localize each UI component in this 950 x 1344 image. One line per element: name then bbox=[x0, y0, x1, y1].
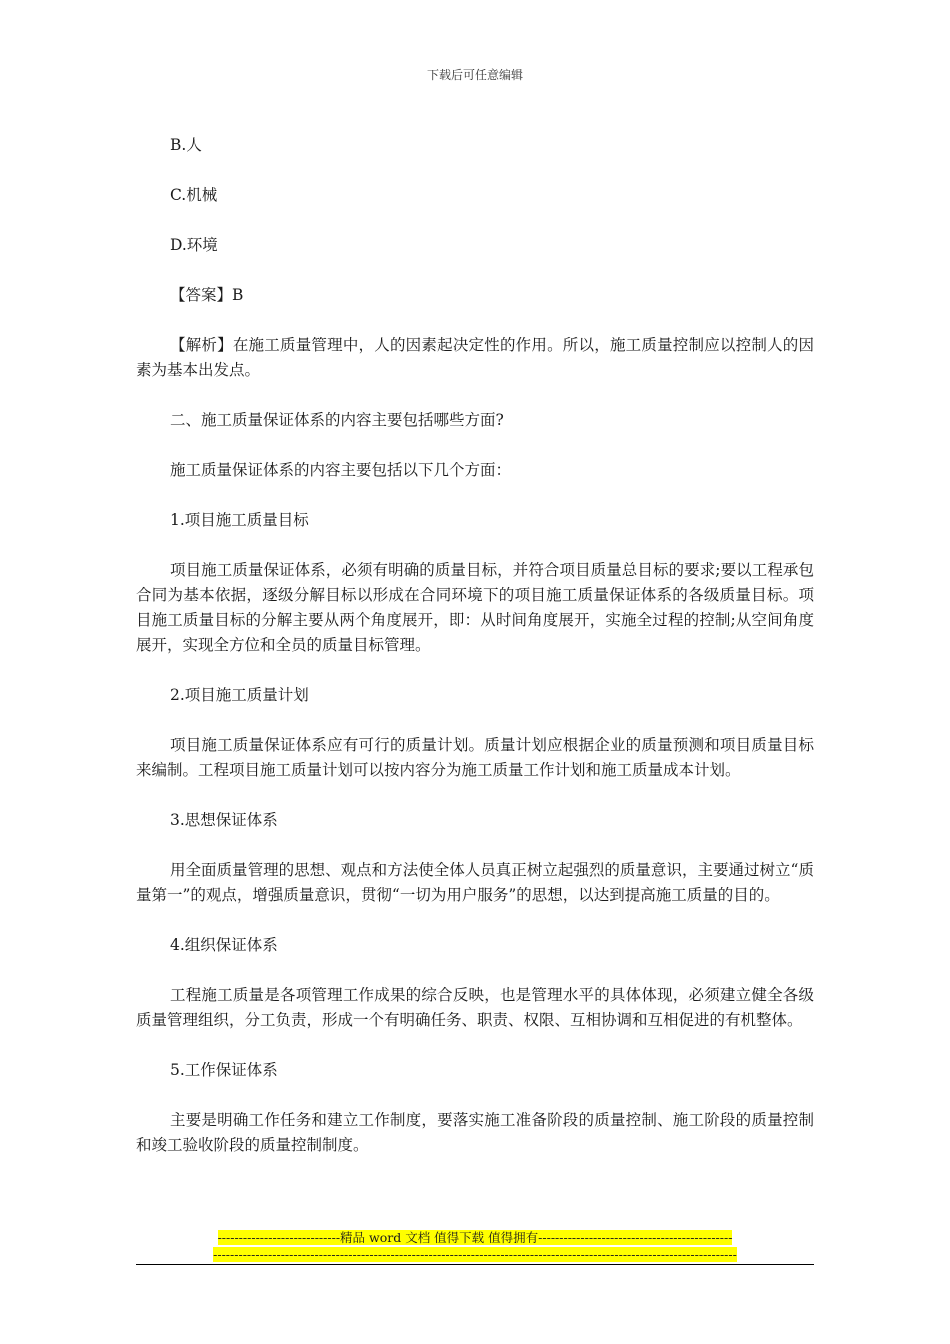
answer: 【答案】B bbox=[170, 286, 244, 304]
item-body-5: 主要是明确工作任务和建立工作制度，要落实施工准备阶段的质量控制、施工阶段的质量控制和竣工验收阶段的质量控制制度。 bbox=[136, 1111, 814, 1154]
item-heading-3: 3.思想保证体系 bbox=[170, 811, 278, 829]
item-heading-2: 2.项目施工质量计划 bbox=[170, 686, 309, 704]
item-body-3: 用全面质量管理的思想、观点和方法使全体人员真正树立起强烈的质量意识，主要通过树立“质量第一”的观点，增强质量意识，贯彻“一切为用户服务”的思想，以达到提高施工质量的目的。 bbox=[136, 861, 814, 904]
footer-banner-text-1: -----------------------------精品 word 文档 值得下载 值得拥有---------------------------------------------- bbox=[217, 1230, 733, 1245]
item-body-2: 项目施工质量保证体系应有可行的质量计划。质量计划应根据企业的质量预测和项目质量目标来编制。工程项目施工质量计划可以按内容分为施工质量工作计划和施工质量成本计划。 bbox=[136, 736, 814, 779]
item-body-1: 项目施工质量保证体系，必须有明确的质量目标，并符合项目质量总目标的要求;要以工程承包合同为基本依据，逐级分解目标以形成在合同环境下的项目施工质量保证体系的各级质量目标。项目施工质量目标的分解主要从两个角度展开，即：从时间角度展开，实施全过程的控制;从空间角度展开，实现全方位和全员的质量目标管理。 bbox=[136, 561, 814, 654]
section-intro: 施工质量保证体系的内容主要包括以下几个方面： bbox=[170, 461, 512, 479]
item-heading-5: 5.工作保证体系 bbox=[170, 1061, 278, 1079]
section-heading: 二、施工质量保证体系的内容主要包括哪些方面? bbox=[170, 411, 504, 429]
item-body-4: 工程施工质量是各项管理工作成果的综合反映，也是管理水平的具体体现，必须建立健全各级质量管理组织，分工负责，形成一个有明确任务、职责、权限、互相协调和互相促进的有机整体。 bbox=[136, 986, 814, 1029]
footer-banner-line2 bbox=[0, 1246, 950, 1263]
footer-banner-text-2: ---------------------------------------------------------------------------------------------------------------------------- bbox=[213, 1247, 737, 1262]
analysis: 【解析】在施工质量管理中，人的因素起决定性的作用。所以，施工质量控制应以控制人的因素为基本出发点。 bbox=[136, 336, 814, 379]
footer-banner-line1 bbox=[0, 1229, 950, 1246]
footer-rule bbox=[136, 1264, 814, 1265]
item-heading-1: 1.项目施工质量目标 bbox=[170, 511, 309, 529]
option-b: B.人 bbox=[170, 136, 202, 154]
item-heading-4: 4.组织保证体系 bbox=[170, 936, 278, 954]
document-body bbox=[136, 133, 814, 1158]
page-header: 下载后可任意编辑 bbox=[426, 68, 523, 82]
option-d: D.环境 bbox=[170, 236, 218, 254]
option-c: C.机械 bbox=[170, 186, 218, 204]
